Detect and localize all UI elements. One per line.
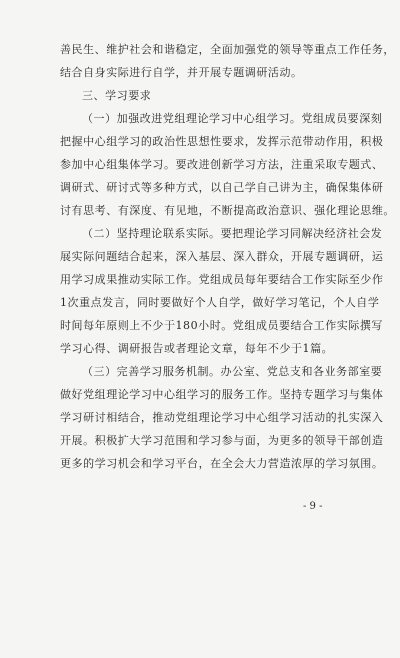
document-body	[60, 38, 395, 475]
page-number: - 9 -	[303, 501, 323, 512]
text-line: 用学习成果推动实际工作。党组成员每年要结合工作实际至少作	[60, 273, 384, 286]
paragraph-start: （二）坚持理论联系实际。要把理论学习同解决经济社会发	[82, 227, 383, 240]
text-line: 开展。积极扩大学习范围和学习参与面，为更多的领导干部创造	[60, 434, 384, 447]
text-line: 展实际问题结合起来，深入基层、深入群众，开展专题调研，运	[60, 250, 384, 263]
text-line: 1次重点发言，同时要做好个人自学，做好学习笔记，个人自学	[60, 296, 380, 309]
text-line: 学习心得、调研报告或者理论文章，每年不少于1篇。	[60, 342, 334, 355]
text-line: 做好党组理论学习中心组学习的服务工作。坚持专题学习与集体	[60, 388, 384, 401]
text-line: 学习研讨相结合，推动党组理论学习中心组学习活动的扎实深入	[60, 411, 384, 424]
text-line: 善民生、维护社会和谐稳定，全面加强党的领导等重点工作任务，	[60, 43, 395, 56]
text-line: 结合自身实际进行自学，并开展专题调研活动。	[60, 66, 303, 79]
text-line: 时间每年原则上不少于180小时。党组成员要结合工作实际撰写	[60, 319, 383, 332]
text-line: 参加中心组集体学习。要改进创新学习方法，注重采取专题式、	[60, 158, 384, 171]
paragraph-start: （三）完善学习服务机制。办公室、党总支和各业务部室要	[82, 365, 383, 378]
text-line: 把握中心组学习的政治性思想性要求，发挥示范带动作用，积极	[60, 135, 384, 148]
paragraph-start: （一）加强改进党组理论学习中心组学习。党组成员要深刻	[82, 112, 383, 125]
text-line: 更多的学习机会和学习平台，在全会大力营造浓厚的学习氛围。	[60, 457, 384, 470]
text-line: 讨有思考、有深度、有见地，不断提高政治意识、强化理论思维。	[60, 204, 395, 217]
text-line: 调研式、研讨式等多种方式，以自己学自己讲为主，确保集体研	[60, 181, 384, 194]
section-heading: 三、学习要求	[82, 89, 152, 102]
